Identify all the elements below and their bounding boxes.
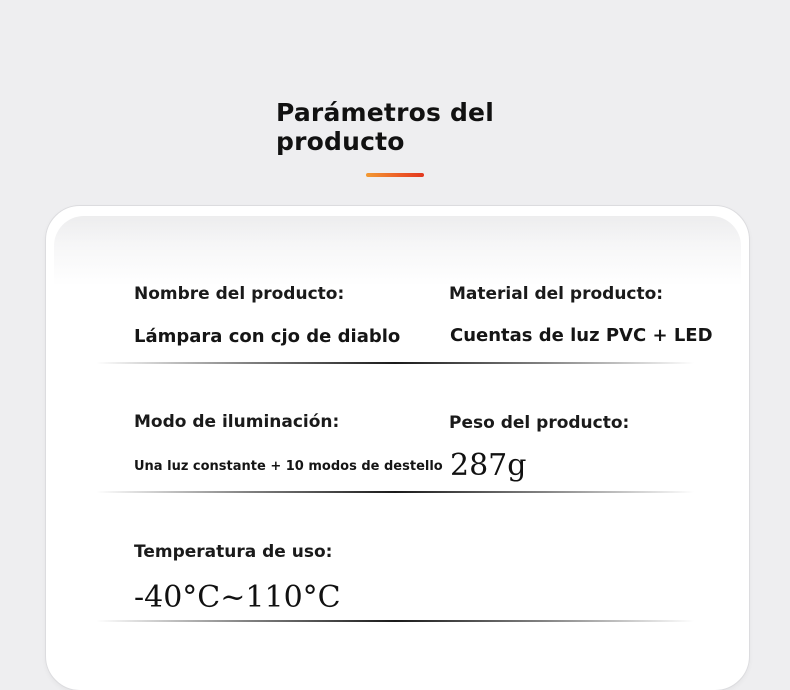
product-name-value: Lámpara con cjo de diablo (134, 326, 401, 347)
row-divider (96, 491, 694, 493)
product-material-label: Material del producto: (449, 284, 664, 304)
lighting-mode-value: Una luz constante + 10 modos de destello (134, 459, 443, 474)
operating-temperature-label: Temperatura de uso: (134, 542, 333, 562)
row-divider (96, 362, 694, 364)
product-material-value: Cuentas de luz PVC + LED (450, 325, 713, 346)
product-weight-label: Peso del producto: (449, 413, 630, 433)
lighting-mode-label: Modo de iluminación: (134, 412, 340, 432)
product-weight-value: 287g (450, 448, 527, 483)
title-accent-bar (366, 173, 424, 177)
row-divider (96, 620, 694, 622)
page-title: Parámetros del producto (276, 98, 494, 156)
spec-card (46, 206, 749, 690)
product-name-label: Nombre del producto: (134, 284, 345, 304)
operating-temperature-value: -40°C~110°C (134, 580, 341, 615)
